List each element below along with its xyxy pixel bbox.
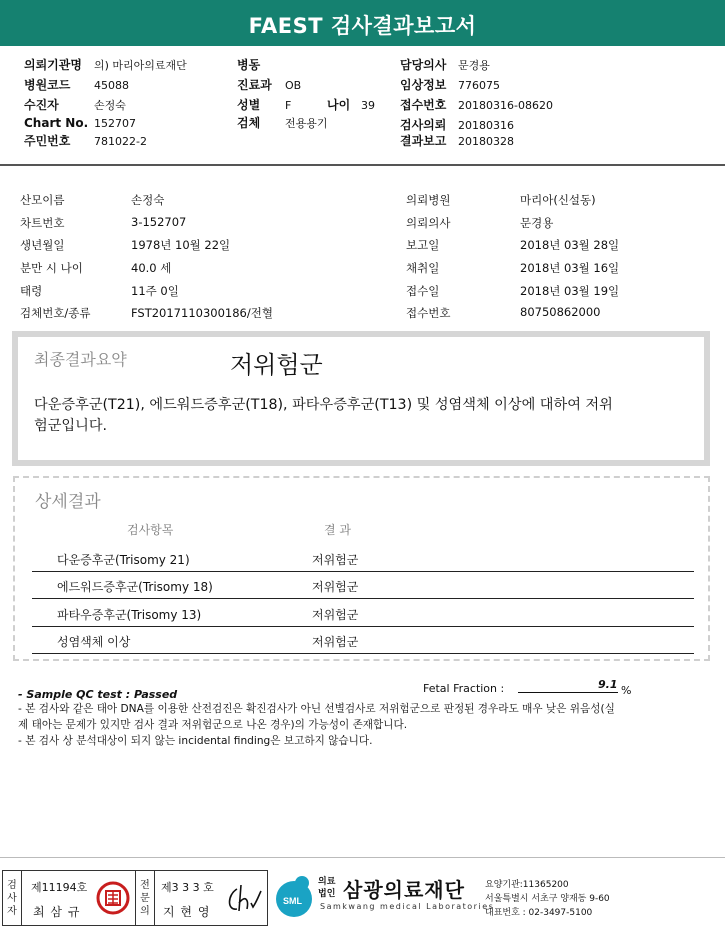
patient-label: 차트번호: [20, 216, 65, 230]
fetal-fraction-label: Fetal Fraction :: [423, 682, 505, 695]
patient-label: 채취일: [406, 261, 440, 275]
signature-box: [2, 870, 268, 926]
patient-value: 2018년 03월 16일: [520, 261, 620, 275]
info-label: 검사의뢰: [400, 118, 447, 132]
specialist-title-char: 문: [140, 892, 150, 904]
info-label: 나이: [327, 98, 351, 112]
info-item: [24, 96, 126, 113]
info-item: [400, 116, 514, 133]
org-name: 삼광의료재단: [343, 878, 465, 902]
org-address: 서울특별시 서초구 양재동 9-60: [485, 894, 610, 904]
row-item: 에드워드증후군(Trisomy 18): [57, 580, 213, 594]
patient-value: 1978년 10월 22일: [131, 238, 231, 252]
fetal-fraction-value: 9.1: [598, 678, 618, 691]
patient-label: 보고일: [406, 238, 440, 252]
info-label: 결과보고: [400, 134, 447, 148]
info-value: 39: [361, 99, 375, 112]
examiner-seal-icon: [96, 880, 130, 916]
info-value: 781022-2: [94, 135, 147, 148]
info-label: Chart No.: [24, 116, 89, 130]
info-label: 수진자: [24, 98, 59, 112]
report-header: [0, 0, 725, 46]
info-item: [24, 56, 187, 73]
row-result: 저위험군: [312, 635, 359, 649]
fetal-fraction-underline: [518, 692, 618, 693]
patient-label: 산모이름: [20, 193, 65, 207]
info-value: 45088: [94, 79, 129, 92]
patient-value: 40.0 세: [131, 261, 172, 275]
info-item: [237, 76, 301, 93]
patient-value: 손정숙: [131, 193, 165, 207]
info-item: [237, 114, 328, 131]
row-result: 저위험군: [312, 608, 359, 622]
specialist-name: 지 현 영: [163, 905, 211, 919]
row-item: 파타우증후군(Trisomy 13): [57, 608, 202, 622]
info-item-age: [327, 96, 375, 113]
specialist-title: [135, 871, 155, 925]
row-result: 저위험군: [312, 580, 359, 594]
org-prefix-line: 법인: [318, 889, 336, 899]
detail-col-result: 결 과: [324, 523, 351, 537]
signature-icon: [223, 881, 263, 917]
info-value: 20180328: [458, 135, 514, 148]
info-value: OB: [285, 79, 302, 92]
info-item: [237, 96, 291, 113]
info-item: [24, 76, 129, 93]
table-row: [32, 600, 694, 627]
info-value: 20180316-08620: [458, 99, 553, 112]
info-label: 검체: [237, 116, 261, 130]
info-label: 진료과: [237, 78, 272, 92]
info-label: 성별: [237, 98, 261, 112]
detail-heading: 상세결과: [35, 492, 101, 512]
info-value: 152707: [94, 117, 136, 130]
examiner-title: [3, 871, 22, 925]
examiner-number: 제11194호: [31, 881, 88, 894]
footer-divider: [0, 857, 725, 858]
org-prefix: [318, 876, 335, 900]
row-result: 저위험군: [312, 553, 359, 567]
detail-col-item: 검사항목: [127, 523, 174, 537]
info-value: F: [285, 99, 292, 112]
info-item: [237, 56, 285, 73]
org-code: 요양기관:11365200: [485, 880, 569, 890]
info-label: 담당의사: [400, 58, 447, 72]
summary-heading: 최종결과요약: [34, 350, 127, 369]
patient-label: 접수일: [406, 284, 440, 298]
summary-result: 저위험군: [230, 351, 323, 379]
note-2: - 본 검사 상 분석대상이 되지 않는 incidental finding은 보고하지 않습니다.: [18, 735, 373, 747]
info-value: 전용용기: [285, 117, 328, 130]
patient-value: 2018년 03월 28일: [520, 238, 620, 252]
table-row: [32, 627, 694, 654]
info-label: 주민번호: [24, 134, 71, 148]
examiner-name: 최 삼 규: [33, 905, 81, 919]
qc-note: - Sample QC test : Passed: [18, 688, 178, 701]
org-logo-icon: [272, 873, 316, 921]
patient-label: 분만 시 나이: [20, 261, 83, 275]
org-prefix-line: 의료: [318, 877, 336, 887]
info-label: 임상정보: [400, 78, 447, 92]
info-label: 병원코드: [24, 78, 71, 92]
patient-value: 2018년 03월 19일: [520, 284, 620, 298]
summary-text-line2: 험군입니다.: [34, 418, 108, 434]
info-value: 776075: [458, 79, 500, 92]
info-item: [400, 76, 500, 93]
report-title: FAEST 검사결과보고서: [248, 14, 477, 38]
summary-text-line1: 다운증후군(T21), 에드워드증후군(T18), 파타우증후군(T13) 및 성염색체 이상에 대하여 저위: [34, 397, 613, 413]
summary-box: [12, 331, 710, 466]
patient-label: 의뢰병원: [406, 193, 451, 207]
top-info-section: [0, 50, 725, 162]
specialist-title-char: 의: [140, 905, 150, 917]
info-value: 20180316: [458, 119, 514, 132]
patient-value: 3-152707: [131, 215, 187, 229]
org-phone: 대표번호 : 02-3497-5100: [485, 908, 593, 918]
info-item: [24, 132, 147, 149]
section-divider: [0, 164, 725, 166]
patient-value: 문경용: [520, 216, 554, 230]
info-value: 손정숙: [94, 99, 126, 112]
patient-label: 접수번호: [406, 306, 451, 320]
patient-value: 11주 0일: [131, 284, 179, 298]
patient-value: 80750862000: [520, 305, 601, 319]
patient-label: 생년월일: [20, 238, 65, 252]
patient-value: FST2017110300186/전혈: [131, 306, 273, 320]
info-value: 의) 마리아의료재단: [94, 59, 187, 72]
patient-value: 마리아(신설동): [520, 193, 596, 207]
fetal-fraction-unit: %: [621, 684, 632, 697]
patient-label: 검체번호/종류: [20, 306, 91, 320]
org-english-name: Samkwang medical Laboratories: [320, 902, 495, 911]
specialist-number: 제3 3 3 호: [161, 881, 214, 894]
info-item: [24, 116, 136, 130]
info-value: 문경용: [458, 59, 490, 72]
table-row: [32, 572, 694, 599]
org-logo-text: SML: [283, 896, 302, 906]
examiner-title-char: 검: [7, 879, 17, 891]
note-1-line2: 제 태아는 문제가 있지만 검사 결과 저위험군으로 나온 경우)의 가능성이 존재합니다.: [18, 719, 408, 731]
patient-label: 태령: [20, 284, 43, 298]
examiner-title-char: 사: [7, 892, 17, 904]
info-item: [400, 132, 514, 149]
specialist-title-char: 전: [140, 879, 150, 891]
info-label: 접수번호: [400, 98, 447, 112]
patient-label: 의뢰의사: [406, 216, 451, 230]
info-label: 병동: [237, 58, 261, 72]
note-1-line1: - 본 검사와 같은 태아 DNA를 이용한 산전검진은 확진검사가 아닌 선별검사로 저위험군으로 판정된 경우라도 매우 낮은 위음성(실: [18, 703, 615, 715]
row-item: 성염색체 이상: [57, 635, 131, 649]
examiner-title-char: 자: [7, 905, 17, 917]
info-label: 의뢰기관명: [24, 58, 82, 72]
row-item: 다운증후군(Trisomy 21): [57, 553, 190, 567]
info-item: [400, 96, 553, 113]
info-item: [400, 56, 490, 73]
table-row: [32, 545, 694, 572]
